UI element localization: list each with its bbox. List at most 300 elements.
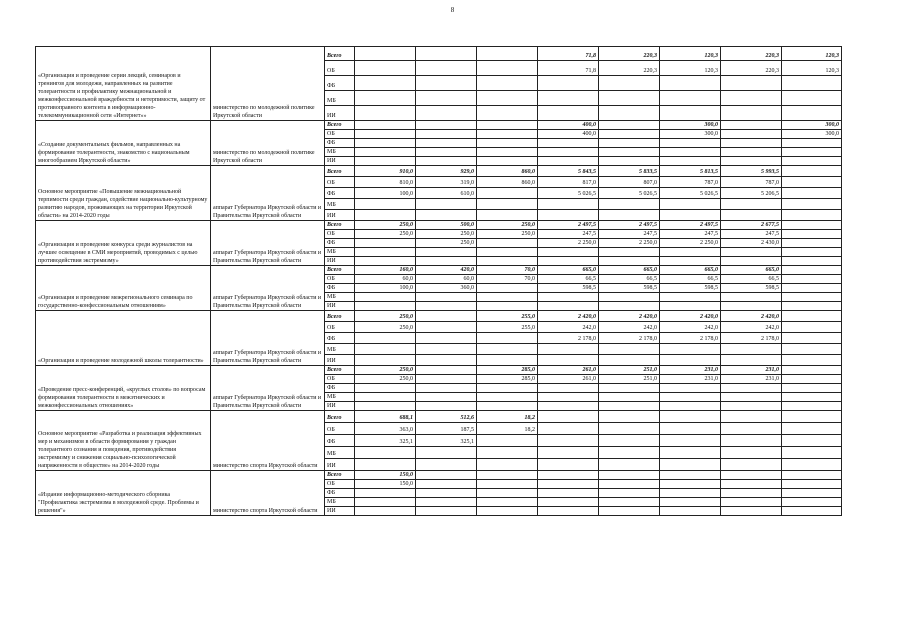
amount-cell: 5 833,5 — [599, 166, 660, 177]
amount-cell: 400,0 — [538, 130, 599, 139]
amount-cell: 255,0 — [477, 311, 538, 322]
amount-cell: 250,0 — [477, 230, 538, 239]
funding-source-cell: ИИ — [325, 402, 355, 411]
amount-cell — [477, 199, 538, 210]
amount-cell — [477, 257, 538, 266]
amount-cell — [538, 355, 599, 366]
amount-cell — [660, 91, 721, 106]
amount-cell — [599, 507, 660, 516]
funding-source-cell: ОБ — [325, 177, 355, 188]
amount-cell — [782, 435, 842, 447]
amount-cell: 220,3 — [721, 61, 782, 76]
amount-cell — [599, 423, 660, 435]
amount-cell — [660, 393, 721, 402]
amount-cell — [416, 293, 477, 302]
amount-cell — [721, 471, 782, 480]
amount-cell — [355, 210, 416, 221]
funding-source-cell: ОБ — [325, 480, 355, 489]
amount-cell — [599, 459, 660, 471]
amount-cell — [599, 139, 660, 148]
amount-cell — [782, 166, 842, 177]
amount-cell — [538, 411, 599, 423]
amount-cell: 160,0 — [355, 266, 416, 275]
amount-cell: 60,0 — [355, 275, 416, 284]
amount-cell — [355, 393, 416, 402]
amount-cell — [721, 257, 782, 266]
executor-cell: аппарат Губернатора Иркутской области и Правительства Иркутской области — [211, 266, 325, 311]
amount-cell: 100,0 — [355, 188, 416, 199]
amount-cell: 2 420,0 — [538, 311, 599, 322]
amount-cell — [721, 355, 782, 366]
funding-source-cell: ФБ — [325, 284, 355, 293]
amount-cell — [782, 480, 842, 489]
amount-cell — [660, 435, 721, 447]
amount-cell — [477, 447, 538, 459]
amount-cell: 325,1 — [416, 435, 477, 447]
amount-cell — [477, 459, 538, 471]
amount-cell — [599, 498, 660, 507]
amount-cell — [477, 435, 538, 447]
amount-cell: 150,0 — [355, 480, 416, 489]
amount-cell: 512,6 — [416, 411, 477, 423]
amount-cell — [416, 393, 477, 402]
page-number: 8 — [450, 6, 455, 14]
amount-cell: 5 843,5 — [538, 166, 599, 177]
amount-cell — [782, 284, 842, 293]
amount-cell — [599, 199, 660, 210]
amount-cell — [721, 435, 782, 447]
amount-cell — [721, 393, 782, 402]
executor-cell: министерство по молодежной политике Иркутской области — [211, 121, 325, 166]
funding-source-cell: МБ — [325, 199, 355, 210]
funding-source-cell: МБ — [325, 393, 355, 402]
amount-cell: 220,3 — [721, 47, 782, 61]
table-row — [36, 266, 842, 275]
amount-cell — [782, 375, 842, 384]
amount-cell — [416, 366, 477, 375]
amount-cell — [538, 480, 599, 489]
event-name-cell: «Организация и проведение молодежной школы толерантности» — [36, 311, 211, 366]
amount-cell — [721, 121, 782, 130]
amount-cell — [721, 447, 782, 459]
amount-cell: 2 420,0 — [721, 311, 782, 322]
amount-cell: 71,8 — [538, 61, 599, 76]
amount-cell — [416, 76, 477, 91]
amount-cell: 787,0 — [721, 177, 782, 188]
amount-cell: 250,0 — [477, 221, 538, 230]
amount-cell: 60,0 — [416, 275, 477, 284]
amount-cell — [355, 139, 416, 148]
amount-cell: 250,0 — [355, 322, 416, 333]
amount-cell — [782, 366, 842, 375]
funding-source-cell: МБ — [325, 344, 355, 355]
amount-cell — [782, 248, 842, 257]
funding-source-cell: МБ — [325, 447, 355, 459]
amount-cell: 66,5 — [660, 275, 721, 284]
amount-cell — [660, 498, 721, 507]
amount-cell — [782, 221, 842, 230]
amount-cell — [538, 157, 599, 166]
amount-cell: 360,0 — [416, 284, 477, 293]
funding-source-cell: ФБ — [325, 435, 355, 447]
amount-cell — [782, 230, 842, 239]
amount-cell — [782, 311, 842, 322]
amount-cell — [477, 489, 538, 498]
amount-cell — [416, 322, 477, 333]
amount-cell — [782, 210, 842, 221]
amount-cell — [660, 257, 721, 266]
amount-cell — [721, 489, 782, 498]
funding-source-cell: ИИ — [325, 106, 355, 121]
funding-source-cell: ИИ — [325, 507, 355, 516]
amount-cell — [782, 507, 842, 516]
amount-cell — [721, 199, 782, 210]
funding-source-cell: Всего — [325, 366, 355, 375]
amount-cell: 120,3 — [660, 61, 721, 76]
funding-source-cell: ИИ — [325, 257, 355, 266]
funding-source-cell: МБ — [325, 248, 355, 257]
amount-cell — [660, 157, 721, 166]
amount-cell — [782, 91, 842, 106]
amount-cell — [355, 121, 416, 130]
amount-cell — [477, 239, 538, 248]
amount-cell — [660, 489, 721, 498]
funding-source-cell: Всего — [325, 411, 355, 423]
amount-cell — [355, 148, 416, 157]
amount-cell — [477, 393, 538, 402]
amount-cell — [660, 344, 721, 355]
amount-cell: 247,5 — [660, 230, 721, 239]
amount-cell — [538, 423, 599, 435]
amount-cell — [355, 447, 416, 459]
amount-cell — [416, 210, 477, 221]
executor-cell: аппарат Губернатора Иркутской области и Правительства Иркутской области — [211, 221, 325, 266]
funding-source-cell: ОБ — [325, 375, 355, 384]
amount-cell — [782, 447, 842, 459]
executor-cell: министерство спорта Иркутской области — [211, 411, 325, 471]
funding-source-cell: ОБ — [325, 230, 355, 239]
amount-cell — [599, 489, 660, 498]
amount-cell: 251,0 — [599, 375, 660, 384]
amount-cell — [477, 47, 538, 61]
amount-cell — [477, 121, 538, 130]
amount-cell — [355, 384, 416, 393]
amount-cell — [416, 459, 477, 471]
amount-cell — [355, 498, 416, 507]
amount-cell — [782, 402, 842, 411]
amount-cell — [477, 333, 538, 344]
amount-cell — [416, 471, 477, 480]
event-name-cell: «Проведение пресс-конференций, «круглых столов» по вопросам формирования толерантности в межэтнических и межконфессиональных отношениях» — [36, 366, 211, 411]
amount-cell — [416, 157, 477, 166]
amount-cell — [416, 130, 477, 139]
amount-cell: 250,0 — [355, 366, 416, 375]
amount-cell — [599, 248, 660, 257]
amount-cell — [416, 480, 477, 489]
amount-cell — [416, 61, 477, 76]
amount-cell — [660, 411, 721, 423]
amount-cell — [355, 293, 416, 302]
funding-source-cell: Всего — [325, 471, 355, 480]
amount-cell — [416, 302, 477, 311]
table-row — [36, 411, 842, 423]
amount-cell — [599, 257, 660, 266]
amount-cell — [416, 248, 477, 257]
amount-cell — [538, 384, 599, 393]
amount-cell — [721, 293, 782, 302]
funding-source-cell: ИИ — [325, 210, 355, 221]
event-name-cell: Основное мероприятие «Разработка и реализация эффективных мер и механизмов в области формирования у граждан толерантного сознания и поведения, противодействия экстремизму и снижения социально-психологической напряженности в обществе» на 2014-2020 годы — [36, 411, 211, 471]
amount-cell — [660, 447, 721, 459]
amount-cell: 242,0 — [538, 322, 599, 333]
amount-cell: 187,5 — [416, 423, 477, 435]
amount-cell — [782, 76, 842, 91]
amount-cell: 665,0 — [599, 266, 660, 275]
amount-cell: 598,5 — [599, 284, 660, 293]
amount-cell: 860,0 — [477, 177, 538, 188]
amount-cell — [355, 239, 416, 248]
funding-table — [35, 46, 842, 516]
amount-cell — [721, 157, 782, 166]
amount-cell — [721, 411, 782, 423]
amount-cell — [660, 507, 721, 516]
amount-cell: 250,0 — [355, 230, 416, 239]
amount-cell: 300,0 — [782, 121, 842, 130]
amount-cell — [721, 139, 782, 148]
table-row — [36, 47, 842, 61]
amount-cell: 250,0 — [355, 311, 416, 322]
amount-cell — [782, 344, 842, 355]
amount-cell — [355, 402, 416, 411]
amount-cell: 247,5 — [599, 230, 660, 239]
amount-cell — [477, 76, 538, 91]
amount-cell — [782, 275, 842, 284]
funding-source-cell: ФБ — [325, 489, 355, 498]
amount-cell: 2 178,0 — [721, 333, 782, 344]
amount-cell — [721, 210, 782, 221]
amount-cell: 598,5 — [721, 284, 782, 293]
amount-cell — [599, 384, 660, 393]
amount-cell — [660, 402, 721, 411]
amount-cell — [416, 447, 477, 459]
amount-cell — [782, 411, 842, 423]
amount-cell — [538, 257, 599, 266]
amount-cell — [538, 293, 599, 302]
amount-cell — [416, 121, 477, 130]
funding-source-cell: ИИ — [325, 157, 355, 166]
amount-cell — [599, 480, 660, 489]
funding-source-cell: ОБ — [325, 130, 355, 139]
amount-cell — [721, 248, 782, 257]
amount-cell — [477, 91, 538, 106]
funding-source-cell: Всего — [325, 121, 355, 130]
amount-cell — [599, 471, 660, 480]
amount-cell — [538, 498, 599, 507]
amount-cell: 325,1 — [355, 435, 416, 447]
amount-cell: 242,0 — [599, 322, 660, 333]
amount-cell: 255,0 — [477, 322, 538, 333]
funding-source-cell: ФБ — [325, 188, 355, 199]
amount-cell — [538, 248, 599, 257]
amount-cell: 2 420,0 — [599, 311, 660, 322]
amount-cell — [660, 106, 721, 121]
amount-cell — [721, 384, 782, 393]
amount-cell — [355, 61, 416, 76]
amount-cell — [782, 106, 842, 121]
amount-cell: 5 026,5 — [599, 188, 660, 199]
funding-source-cell: ИИ — [325, 302, 355, 311]
amount-cell — [660, 148, 721, 157]
amount-cell — [599, 106, 660, 121]
amount-cell — [355, 130, 416, 139]
amount-cell — [782, 393, 842, 402]
amount-cell — [355, 47, 416, 61]
amount-cell — [538, 471, 599, 480]
amount-cell — [416, 498, 477, 507]
amount-cell — [538, 148, 599, 157]
amount-cell — [355, 489, 416, 498]
amount-cell — [538, 344, 599, 355]
amount-cell — [660, 76, 721, 91]
amount-cell — [355, 157, 416, 166]
amount-cell: 2 430,0 — [721, 239, 782, 248]
amount-cell — [355, 76, 416, 91]
amount-cell: 120,3 — [782, 47, 842, 61]
amount-cell — [355, 257, 416, 266]
event-name-cell: «Организация и проведение межрегионального семинара по государственно-конфессиональным отношениям» — [36, 266, 211, 311]
amount-cell — [660, 423, 721, 435]
amount-cell: 5 993,5 — [721, 166, 782, 177]
amount-cell — [782, 139, 842, 148]
amount-cell: 231,0 — [660, 366, 721, 375]
amount-cell — [721, 148, 782, 157]
amount-cell — [782, 239, 842, 248]
amount-cell — [355, 106, 416, 121]
amount-cell — [782, 489, 842, 498]
amount-cell: 665,0 — [538, 266, 599, 275]
amount-cell — [721, 302, 782, 311]
table-row — [36, 366, 842, 375]
amount-cell — [599, 210, 660, 221]
amount-cell — [477, 498, 538, 507]
amount-cell — [782, 333, 842, 344]
amount-cell — [721, 344, 782, 355]
amount-cell: 150,0 — [355, 471, 416, 480]
event-name-cell: «Организация и проведение серии лекций, семинаров и тренингов для молодежи, направленных на развитие толерантности и профилактику межнациональной и межконфессиональной враждебности и нетерпимости, защиту от противоправного контента в информационно-телекоммуникационной сети «Интернет»» — [36, 47, 211, 121]
amount-cell: 18,2 — [477, 411, 538, 423]
amount-cell — [599, 293, 660, 302]
funding-source-cell: ОБ — [325, 275, 355, 284]
amount-cell — [660, 302, 721, 311]
amount-cell — [660, 293, 721, 302]
funding-source-cell: МБ — [325, 293, 355, 302]
amount-cell — [538, 302, 599, 311]
amount-cell — [721, 423, 782, 435]
amount-cell — [782, 257, 842, 266]
amount-cell: 300,0 — [660, 130, 721, 139]
amount-cell — [782, 199, 842, 210]
amount-cell — [782, 322, 842, 333]
amount-cell: 231,0 — [660, 375, 721, 384]
amount-cell: 860,0 — [477, 166, 538, 177]
amount-cell — [599, 355, 660, 366]
amount-cell: 5 026,5 — [538, 188, 599, 199]
amount-cell — [782, 177, 842, 188]
amount-cell — [477, 293, 538, 302]
amount-cell: 285,0 — [477, 375, 538, 384]
amount-cell — [599, 121, 660, 130]
amount-cell — [355, 199, 416, 210]
amount-cell: 247,5 — [721, 230, 782, 239]
funding-source-cell: ФБ — [325, 76, 355, 91]
amount-cell — [416, 199, 477, 210]
amount-cell: 120,3 — [660, 47, 721, 61]
amount-cell — [599, 344, 660, 355]
amount-cell: 910,0 — [355, 166, 416, 177]
amount-cell: 220,3 — [599, 47, 660, 61]
amount-cell — [721, 507, 782, 516]
amount-cell — [416, 148, 477, 157]
amount-cell — [538, 402, 599, 411]
amount-cell: 5 813,5 — [660, 166, 721, 177]
event-name-cell: Основное мероприятие «Повышение межнациональной терпимости среди граждан, содействие национально-культурному развитию народов, проживающих на территории Иркутской области» на 2014-2020 годы — [36, 166, 211, 221]
table-row — [36, 121, 842, 130]
amount-cell — [721, 91, 782, 106]
executor-cell: аппарат Губернатора Иркутской области и Правительства Иркутской области — [211, 166, 325, 221]
amount-cell — [416, 139, 477, 148]
amount-cell: 71,8 — [538, 47, 599, 61]
amount-cell: 231,0 — [721, 366, 782, 375]
amount-cell — [355, 302, 416, 311]
amount-cell: 220,3 — [599, 61, 660, 76]
amount-cell: 810,0 — [355, 177, 416, 188]
amount-cell — [477, 480, 538, 489]
amount-cell: 688,1 — [355, 411, 416, 423]
amount-cell: 2 420,0 — [660, 311, 721, 322]
amount-cell — [477, 384, 538, 393]
amount-cell: 250,0 — [416, 230, 477, 239]
amount-cell: 2 497,5 — [538, 221, 599, 230]
amount-cell — [477, 471, 538, 480]
amount-cell: 250,0 — [416, 239, 477, 248]
amount-cell — [477, 61, 538, 76]
amount-cell — [477, 148, 538, 157]
amount-cell — [416, 344, 477, 355]
amount-cell — [782, 355, 842, 366]
amount-cell — [660, 199, 721, 210]
funding-source-cell: ОБ — [325, 61, 355, 76]
amount-cell — [782, 423, 842, 435]
funding-source-cell: ФБ — [325, 384, 355, 393]
amount-cell — [660, 459, 721, 471]
amount-cell — [599, 130, 660, 139]
amount-cell — [782, 188, 842, 199]
funding-source-cell: ИИ — [325, 459, 355, 471]
amount-cell: 66,5 — [599, 275, 660, 284]
amount-cell: 250,0 — [355, 375, 416, 384]
amount-cell: 363,0 — [355, 423, 416, 435]
amount-cell — [660, 471, 721, 480]
amount-cell — [355, 355, 416, 366]
event-name-cell: «Создание документальных фильмов, направленных на формирование толерантности, знакомство с национальным многообразием Иркутской области» — [36, 121, 211, 166]
amount-cell — [416, 91, 477, 106]
amount-cell — [477, 130, 538, 139]
amount-cell — [477, 302, 538, 311]
amount-cell — [355, 333, 416, 344]
executor-cell: министерство по молодежной политике Иркутской области — [211, 47, 325, 121]
amount-cell — [721, 459, 782, 471]
amount-cell — [416, 375, 477, 384]
